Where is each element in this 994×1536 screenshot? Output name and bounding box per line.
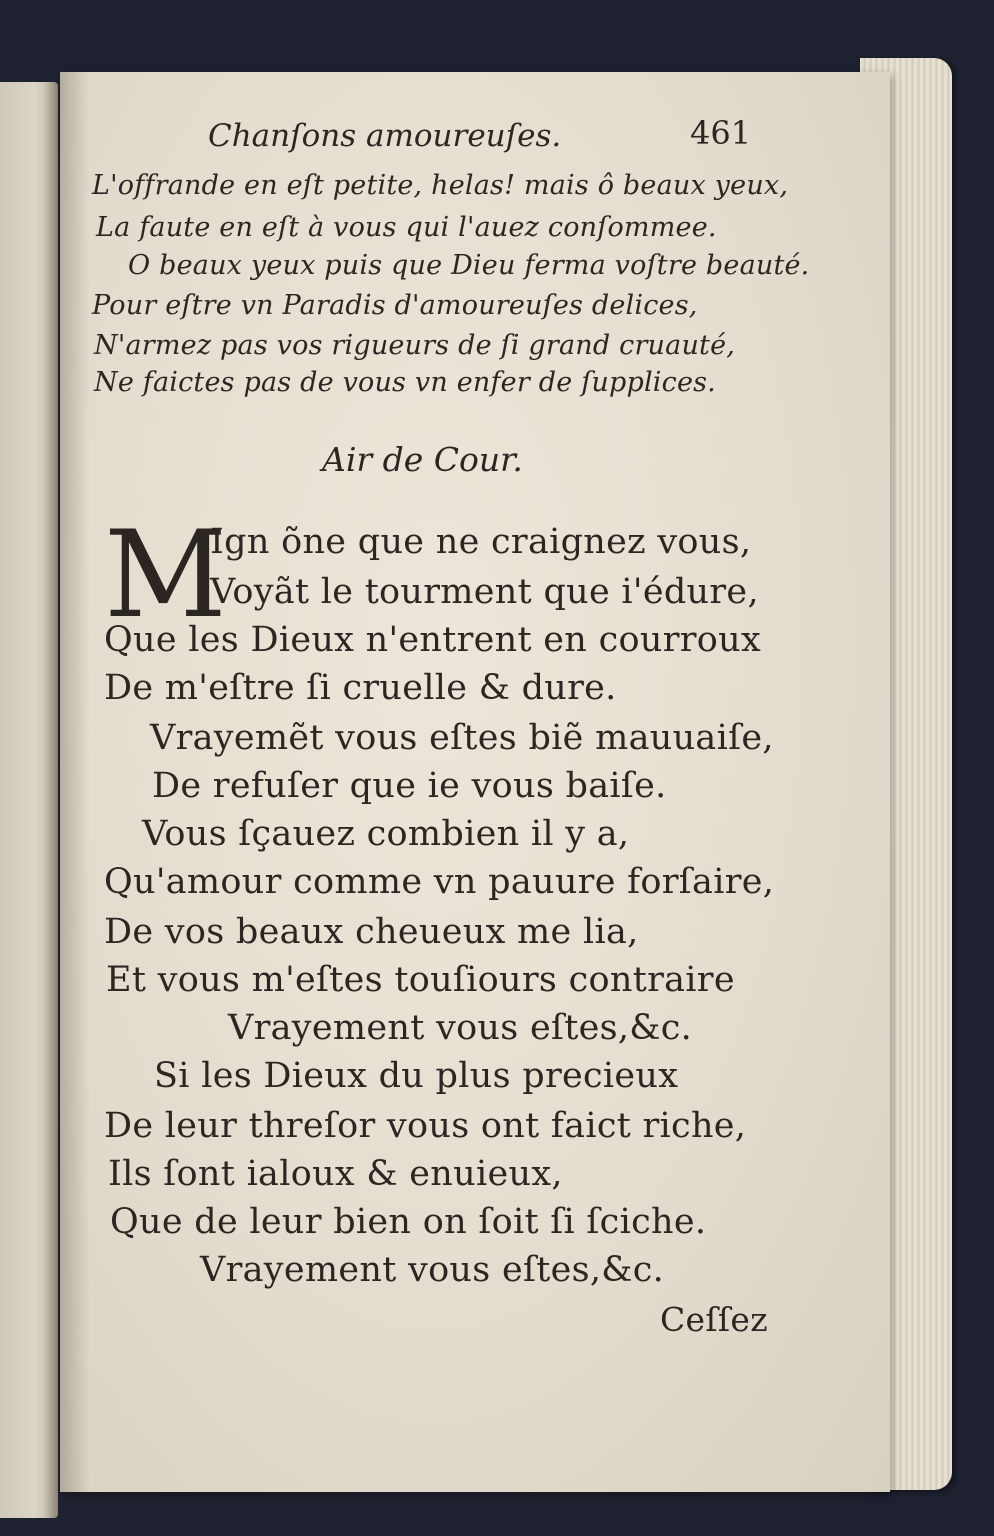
song-refrain: Vrayement vous eſtes,&c.	[228, 1008, 693, 1048]
page-number: 461	[690, 114, 752, 152]
song-line: Vous ſçauez combien il y a,	[142, 814, 630, 854]
song-line: Ign õne que ne craignez vous,	[210, 522, 752, 562]
song-line: De refuſer que ie vous baiſe.	[152, 766, 667, 806]
verse-line: O beaux yeux puis que Dieu ferma voſtre beauté.	[128, 250, 810, 281]
song-line: Voyãt le tourment que i'édure,	[210, 572, 759, 612]
drop-cap: M	[104, 506, 227, 645]
verse-line: Ne faictes pas de vous vn enfer de ſupplices.	[94, 367, 716, 398]
facing-page-edge	[0, 82, 58, 1518]
verse-line: La faute en eſt à vous qui l'auez conſommee.	[96, 212, 717, 243]
song-line: Que de leur bien on ſoit ſi ſciche.	[110, 1202, 707, 1242]
catchword: Ceſſez	[660, 1300, 768, 1339]
song-line: Et vous m'eſtes touſiours contraire	[106, 960, 735, 1000]
running-title: Chanſons amoureuſes.	[208, 118, 562, 154]
verse-line: N'armez pas vos rigueurs de ſi grand cruauté,	[94, 330, 736, 361]
song-line: Vrayemẽt vous eſtes biẽ mauuaiſe,	[150, 718, 774, 758]
song-line: Qu'amour comme vn pauure forſaire,	[104, 862, 775, 902]
verse-line: Pour eſtre vn Paradis d'amoureuſes delices,	[92, 290, 698, 321]
song-line: Ils ſont ialoux & enuieux,	[108, 1154, 563, 1194]
song-line: Si les Dieux du plus precieux	[154, 1056, 679, 1096]
song-refrain: Vrayement vous eſtes,&c.	[200, 1250, 665, 1290]
song-line: De m'eſtre ſi cruelle & dure.	[104, 668, 617, 708]
verse-line: L'offrande en eſt petite, helas! mais ô beaux yeux,	[92, 170, 789, 201]
song-line: Que les Dieux n'entrent en courroux	[104, 620, 762, 660]
section-heading: Air de Cour.	[322, 440, 523, 479]
song-line: De leur threſor vous ont faict riche,	[104, 1106, 747, 1146]
binding-shadow	[60, 72, 90, 1492]
song-line: De vos beaux cheueux me lia,	[104, 912, 639, 952]
page-gutter-shadow	[44, 82, 58, 1518]
